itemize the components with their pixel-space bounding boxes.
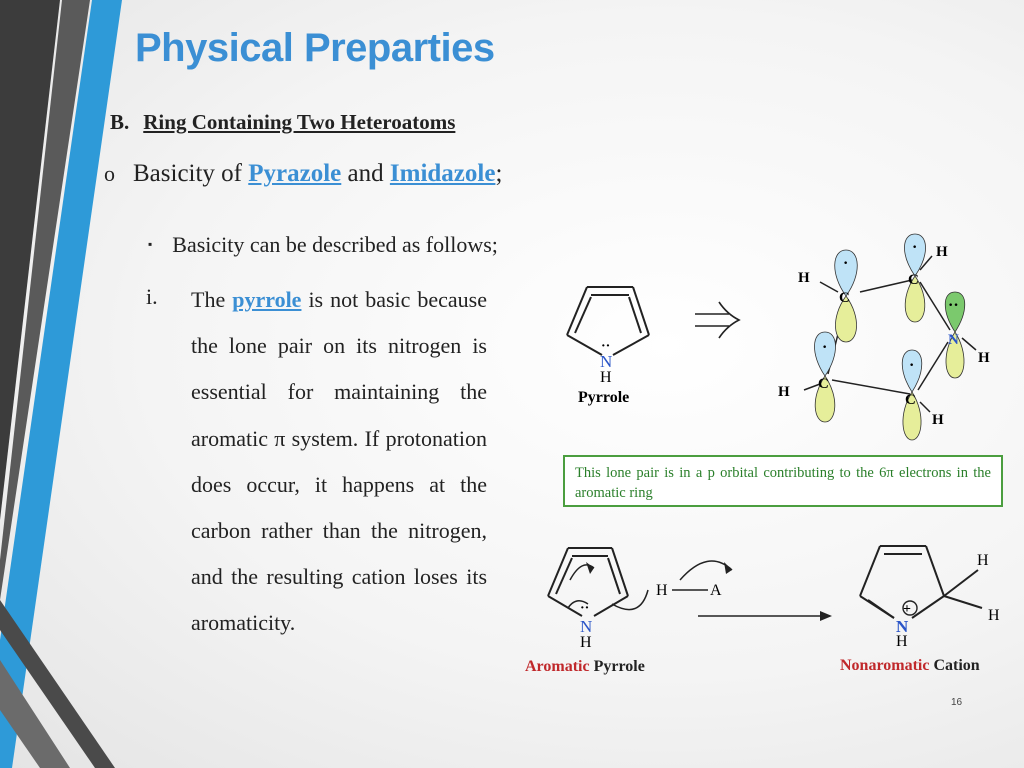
term-imidazole: Imidazole [389,160,496,187]
orbital-c3: C [818,376,829,392]
section-letter: B. [110,110,130,134]
right-caption-red: Nonaromatic [840,657,930,674]
orbital-diagram [770,230,1000,450]
left-caption-black: Pyrrole [589,658,645,675]
point-numeral: i. [146,284,158,309]
orbital-h3: H [978,350,990,366]
left-h: H [580,634,592,651]
orbital-lone-pair: ·· [948,297,959,314]
left-lone-pair: ·· [580,601,590,616]
term-pyrazole: Pyrazole [248,160,342,187]
lone-pair-note: This lone pair is in a p orbital contributing to the 6π electrons in the aromatic ring [563,455,1003,507]
bullet1-mid: and [341,160,390,187]
pyrrole-structure [555,275,665,415]
pyrrole-lone-pair: ·· [601,339,611,354]
orbital-c4: C [905,392,916,408]
orbital-electron-1: · [843,255,849,272]
orbital-h5: H [932,412,944,428]
right-h-side: H [988,607,1000,624]
left-caption [525,658,645,675]
bullet2-text: Basicity can be described as follows; [172,232,498,257]
term-pyrrole: pyrrole [232,287,302,312]
right-caption [840,657,980,674]
pyrrole-h-label: H [600,369,612,386]
pyrrole-n-label: N [600,352,613,371]
orbital-h1: H [798,270,810,286]
orbital-c2: C [908,272,919,288]
bullet1-prefix: Basicity of [133,160,249,187]
orbital-electron-4: · [909,357,915,374]
bullet-basicity [104,160,502,188]
section-title: Ring Containing Two Heteroatoms [143,110,456,134]
plus-charge: + [903,602,911,617]
pyrrole-caption: Pyrrole [578,389,630,406]
reaction-scheme [520,540,1020,680]
orbital-h4: H [778,384,790,400]
implies-arrow-icon [693,298,743,342]
bullet-described [148,232,498,258]
left-caption-red: Aromatic [525,658,590,675]
bullet-marker: o [104,161,115,186]
page-number: 16 [951,697,963,708]
right-n: N [896,617,909,636]
orbital-n: N [948,332,959,348]
right-h-top: H [977,552,989,569]
bullet1-suffix: ; [495,160,503,187]
orbital-h2: H [936,244,948,260]
para-prefix: The [191,287,233,312]
orbital-electron-2: · [912,239,918,256]
right-caption-black: Cation [929,657,980,674]
reagent-a: A [710,582,722,599]
right-h: H [896,633,908,650]
orbital-electron-3: · [822,339,828,356]
orbital-c1: C [839,290,850,306]
para-text: is not basic because the lone pair on its nitrogen is essential for maintaining the aromatic π system. If protonation does occur, it happens at the carbon rather than the nitrogen, and the resulting cation loses its aromaticity. [191,287,488,636]
square-bullet-icon: ▪ [148,237,153,251]
section-heading [110,110,455,135]
point-paragraph [191,277,487,647]
left-n: N [580,617,593,636]
reagent-h: H [656,582,668,599]
slide-title: Physical Preparties [135,26,495,70]
